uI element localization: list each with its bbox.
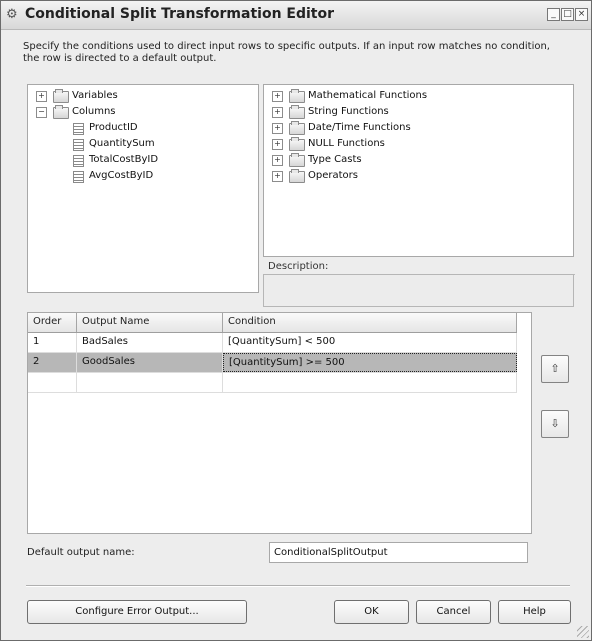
functions-tree[interactable] — [263, 84, 574, 257]
move-up-button[interactable] — [541, 355, 569, 383]
folder-icon — [289, 91, 305, 103]
selected-table-row[interactable] — [28, 353, 517, 373]
condition-cell[interactable]: [QuantitySum] < 500 — [223, 333, 517, 352]
move-down-button[interactable] — [541, 410, 569, 438]
output-name-column-header[interactable]: Output Name — [77, 313, 223, 332]
condition-column-header[interactable]: Condition — [223, 313, 517, 332]
instruction-text: Specify the conditions used to direct input rows to specific outputs. If an input row matches no condition, the row is directed to a default output. — [23, 41, 550, 64]
empty-order-cell[interactable] — [28, 373, 77, 392]
folder-icon — [289, 107, 305, 119]
arrow-down-icon: ⇩ — [550, 417, 560, 430]
expand-icon[interactable]: + — [272, 139, 283, 150]
columns-variables-tree[interactable] — [27, 84, 259, 293]
expand-icon[interactable]: + — [272, 155, 283, 166]
function-label: String Functions — [308, 106, 389, 117]
function-label: Mathematical Functions — [308, 90, 428, 101]
tree-item-label: QuantitySum — [89, 138, 155, 149]
order-column-header[interactable]: Order — [28, 313, 77, 332]
function-list — [264, 85, 573, 256]
output-name-cell[interactable]: GoodSales — [77, 353, 223, 372]
folder-icon — [289, 123, 305, 135]
ok-button[interactable]: OK — [334, 600, 409, 624]
minimize-button[interactable]: _ — [547, 8, 560, 21]
table-row[interactable] — [28, 333, 517, 353]
help-button[interactable]: Help — [498, 600, 571, 624]
expand-icon[interactable]: + — [272, 123, 283, 134]
expand-icon[interactable]: + — [272, 171, 283, 182]
default-output-name-field[interactable] — [269, 542, 528, 563]
function-label: Operators — [308, 170, 358, 181]
column-icon — [73, 171, 84, 183]
function-label: Date/Time Functions — [308, 122, 411, 133]
folder-icon — [53, 107, 69, 119]
empty-output-name-cell[interactable] — [77, 373, 223, 392]
column-icon — [73, 139, 84, 151]
folder-icon — [53, 91, 69, 103]
window-title: Conditional Split Transformation Editor — [25, 6, 335, 22]
function-label: NULL Functions — [308, 138, 385, 149]
folder-icon — [289, 139, 305, 151]
tree-list — [28, 85, 258, 292]
default-output-label: Default output name: — [27, 547, 135, 558]
expand-icon[interactable]: + — [272, 107, 283, 118]
close-button[interactable]: × — [575, 8, 588, 21]
expand-icon[interactable]: + — [36, 91, 47, 102]
folder-icon — [289, 155, 305, 167]
conditions-grid[interactable] — [27, 312, 532, 534]
resize-grip-icon[interactable] — [577, 626, 589, 638]
tree-item-label: TotalCostByID — [89, 154, 159, 165]
column-icon — [73, 155, 84, 167]
expand-icon[interactable]: + — [272, 91, 283, 102]
tree-item-label: AvgCostByID — [89, 170, 154, 181]
collapse-icon[interactable]: − — [36, 107, 47, 118]
title-bar — [1, 1, 591, 30]
maximize-button[interactable]: □ — [561, 8, 574, 21]
column-icon — [73, 123, 84, 135]
function-label: Type Casts — [308, 154, 362, 165]
order-cell[interactable]: 1 — [28, 333, 77, 352]
order-cell[interactable]: 2 — [28, 353, 77, 372]
folder-icon — [289, 171, 305, 183]
transformation-icon: ⚙ — [6, 7, 18, 22]
output-name-cell[interactable]: BadSales — [77, 333, 223, 352]
dialog-separator — [26, 585, 570, 587]
description-label: Description: — [264, 260, 575, 275]
grid-header — [28, 313, 517, 333]
tree-item-label: ProductID — [89, 122, 138, 133]
configure-error-output-button[interactable]: Configure Error Output... — [27, 600, 247, 624]
arrow-up-icon: ⇧ — [550, 362, 560, 375]
new-table-row[interactable] — [28, 373, 517, 393]
cancel-button[interactable]: Cancel — [416, 600, 491, 624]
tree-item-label: Variables — [72, 90, 118, 101]
description-area — [263, 274, 574, 307]
condition-cell[interactable]: [QuantitySum] >= 500 — [223, 353, 517, 372]
empty-condition-cell[interactable] — [223, 373, 517, 392]
tree-item-label: Columns — [72, 106, 116, 117]
